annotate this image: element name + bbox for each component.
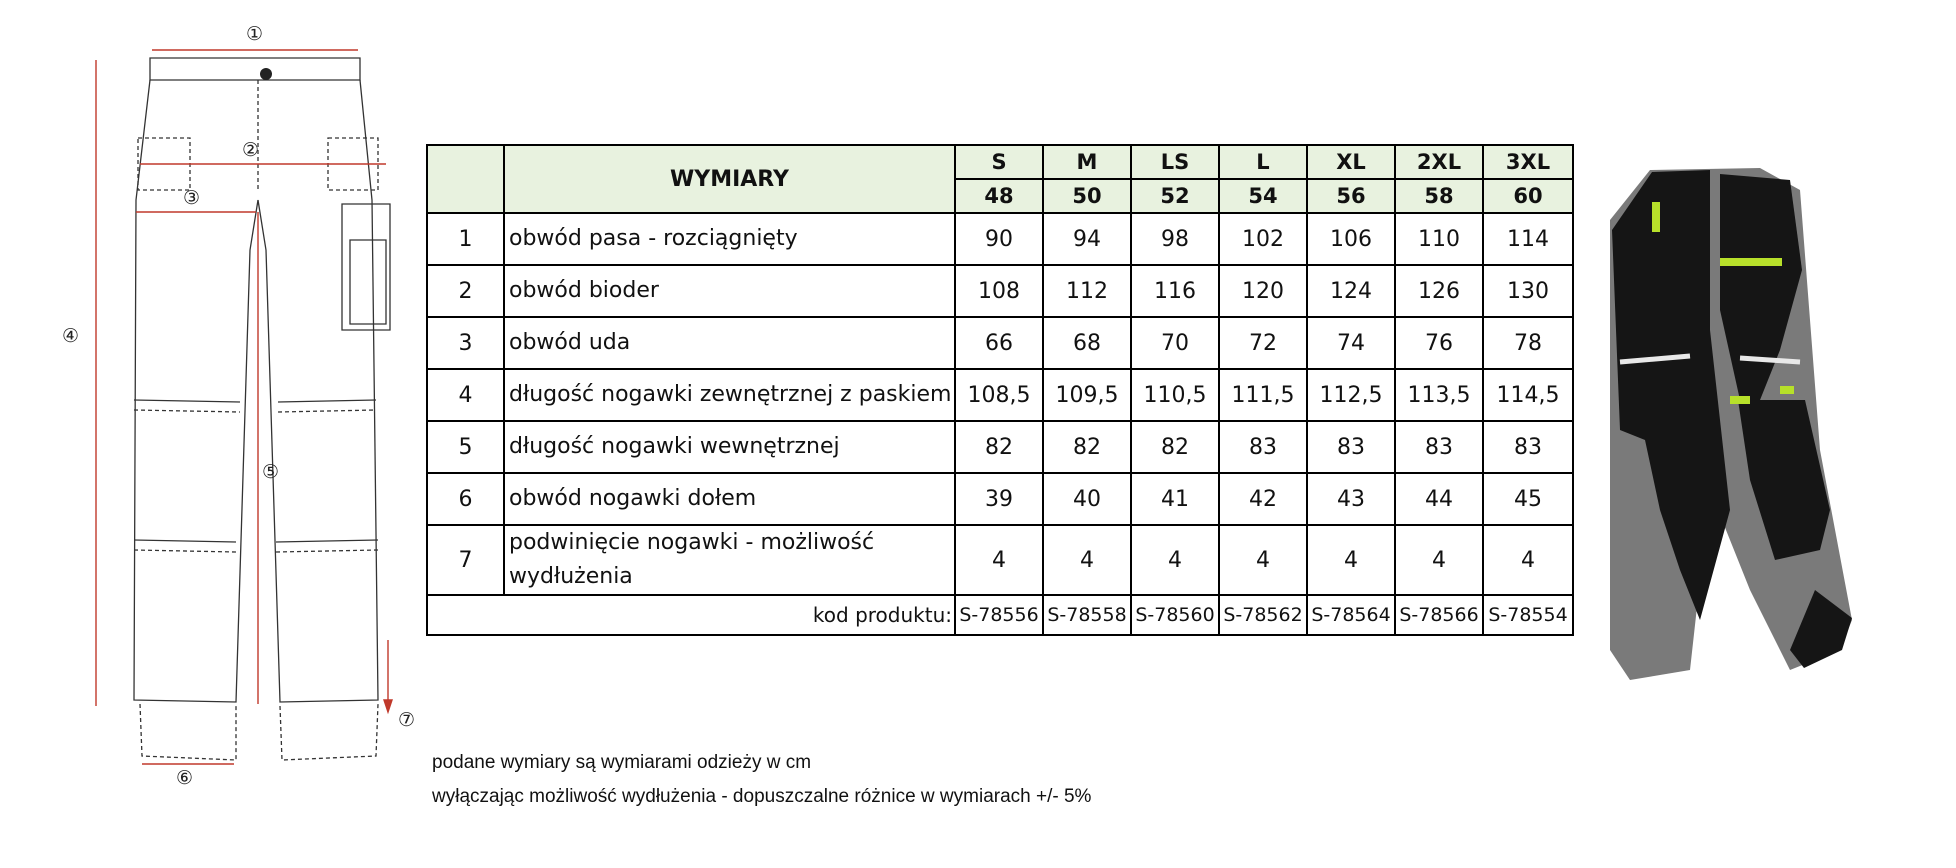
marker-7: ⑦	[398, 709, 416, 731]
size-header: XL	[1307, 145, 1395, 179]
measurement-value: 74	[1307, 317, 1395, 369]
row-number: 2	[427, 265, 504, 317]
size-header: L	[1219, 145, 1307, 179]
measurement-value: 39	[955, 473, 1043, 525]
measurement-value: 72	[1219, 317, 1307, 369]
size-header: 2XL	[1395, 145, 1483, 179]
measurement-value: 4	[1395, 525, 1483, 595]
eu-size-header: 56	[1307, 179, 1395, 213]
size-header: LS	[1131, 145, 1219, 179]
measurement-value: 110	[1395, 213, 1483, 265]
product-code: S-78554	[1483, 595, 1573, 635]
measurement-value: 83	[1307, 421, 1395, 473]
measurement-label: obwód pasa - rozciągnięty	[504, 213, 955, 265]
header-row-sizes	[427, 145, 1573, 179]
measurement-value: 83	[1395, 421, 1483, 473]
measurement-value: 94	[1043, 213, 1131, 265]
product-code: S-78558	[1043, 595, 1131, 635]
accent-tab	[1780, 386, 1794, 394]
measurement-value: 111,5	[1219, 369, 1307, 421]
measurement-label: długość nogawki wewnętrznej	[504, 421, 955, 473]
measurement-value: 82	[1043, 421, 1131, 473]
measurement-value: 102	[1219, 213, 1307, 265]
measurement-value: 83	[1483, 421, 1573, 473]
measurement-value: 4	[1219, 525, 1307, 595]
marker-4: ④	[62, 325, 80, 347]
measurement-value: 43	[1307, 473, 1395, 525]
table-row	[427, 265, 1573, 317]
measurement-value: 130	[1483, 265, 1573, 317]
measurement-value: 76	[1395, 317, 1483, 369]
marker-1: ①	[246, 23, 264, 45]
marker-2: ②	[242, 139, 260, 161]
measurement-value: 126	[1395, 265, 1483, 317]
measurement-value: 110,5	[1131, 369, 1219, 421]
measurement-value: 78	[1483, 317, 1573, 369]
product-code: S-78560	[1131, 595, 1219, 635]
table-row	[427, 473, 1573, 525]
measurement-value: 116	[1131, 265, 1219, 317]
measurement-value: 124	[1307, 265, 1395, 317]
product-code-row	[427, 595, 1573, 635]
measurement-value: 82	[955, 421, 1043, 473]
accent-tab	[1730, 396, 1750, 404]
measurement-value: 4	[1483, 525, 1573, 595]
table-row	[427, 317, 1573, 369]
eu-size-header: 52	[1131, 179, 1219, 213]
measurement-value: 68	[1043, 317, 1131, 369]
measurement-value: 45	[1483, 473, 1573, 525]
measurement-label: obwód bioder	[504, 265, 955, 317]
size-header: S	[955, 145, 1043, 179]
measurement-value: 113,5	[1395, 369, 1483, 421]
measurement-value: 4	[1307, 525, 1395, 595]
measurement-value: 112	[1043, 265, 1131, 317]
measurement-value: 112,5	[1307, 369, 1395, 421]
row-number: 6	[427, 473, 504, 525]
trousers-measurement-diagram	[0, 0, 420, 868]
row-number: 1	[427, 213, 504, 265]
row-number: 3	[427, 317, 504, 369]
measurement-value: 66	[955, 317, 1043, 369]
eu-size-header: 54	[1219, 179, 1307, 213]
table-row	[427, 369, 1573, 421]
accent-tab	[1652, 202, 1660, 232]
measurement-label: obwód nogawki dołem	[504, 473, 955, 525]
marker-3: ③	[183, 187, 201, 209]
measurement-value: 40	[1043, 473, 1131, 525]
eu-size-header: 58	[1395, 179, 1483, 213]
measurement-label: długość nogawki zewnętrznej z paskiem	[504, 369, 955, 421]
row-number: 7	[427, 525, 504, 595]
measurement-value: 70	[1131, 317, 1219, 369]
table-row	[427, 213, 1573, 265]
eu-size-header: 48	[955, 179, 1043, 213]
measurement-value: 98	[1131, 213, 1219, 265]
header-title: WYMIARY	[504, 145, 955, 213]
measurement-value: 108	[955, 265, 1043, 317]
measurement-value: 82	[1131, 421, 1219, 473]
measurement-value: 4	[1131, 525, 1219, 595]
note-units: podane wymiary są wymiarami odzieży w cm	[432, 752, 812, 773]
product-code-label: kod produktu:	[427, 595, 955, 635]
row-number: 4	[427, 369, 504, 421]
measurement-value: 44	[1395, 473, 1483, 525]
measurement-value: 4	[955, 525, 1043, 595]
measurement-value: 108,5	[955, 369, 1043, 421]
row-number: 5	[427, 421, 504, 473]
eu-size-header: 60	[1483, 179, 1573, 213]
product-code: S-78562	[1219, 595, 1307, 635]
measurement-value: 106	[1307, 213, 1395, 265]
marker-5: ⑤	[262, 461, 280, 483]
marker-6: ⑥	[176, 767, 194, 789]
measurement-label: podwinięcie nogawki - możliwość wydłużenia	[504, 525, 955, 595]
product-code: S-78564	[1307, 595, 1395, 635]
accent-stripe	[1720, 258, 1782, 266]
product-code: S-78556	[955, 595, 1043, 635]
measurement-value: 4	[1043, 525, 1131, 595]
measurement-value: 109,5	[1043, 369, 1131, 421]
measurement-value: 90	[955, 213, 1043, 265]
table-row	[427, 525, 1573, 595]
note-tolerance: wyłączając możliwość wydłużenia - dopuszczalne różnice w wymiarach +/- 5%	[432, 786, 1092, 807]
size-header: M	[1043, 145, 1131, 179]
measurement-value: 114	[1483, 213, 1573, 265]
size-header: 3XL	[1483, 145, 1573, 179]
measurement-label: obwód uda	[504, 317, 955, 369]
table-row	[427, 421, 1573, 473]
measurement-value: 83	[1219, 421, 1307, 473]
measurement-value: 42	[1219, 473, 1307, 525]
measurement-value: 120	[1219, 265, 1307, 317]
product-code: S-78566	[1395, 595, 1483, 635]
measurement-value: 114,5	[1483, 369, 1573, 421]
eu-size-header: 50	[1043, 179, 1131, 213]
header-corner	[427, 145, 504, 213]
product-photo-trousers	[1590, 150, 1870, 690]
measurement-value: 41	[1131, 473, 1219, 525]
size-table	[426, 144, 1574, 636]
